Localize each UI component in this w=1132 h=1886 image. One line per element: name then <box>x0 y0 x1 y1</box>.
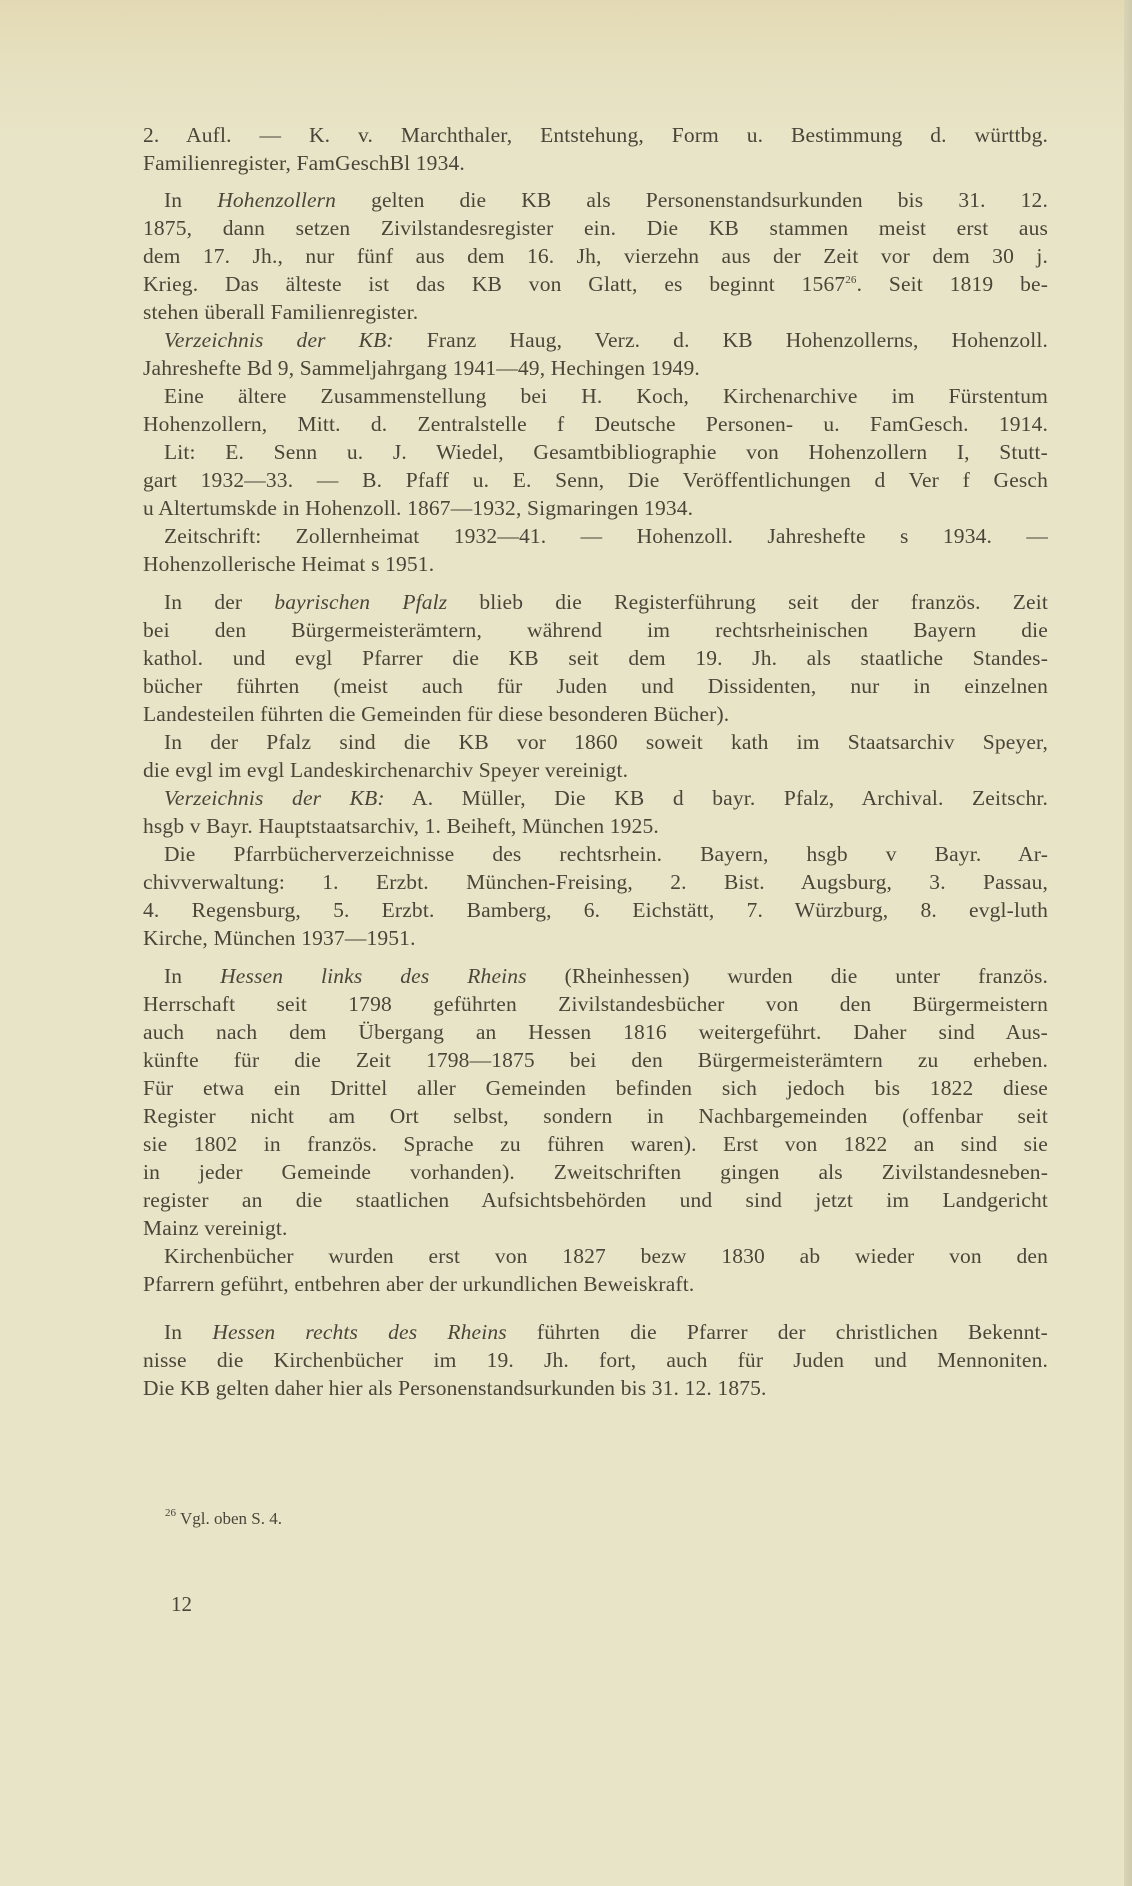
page-edge-shadow <box>1124 0 1132 1886</box>
text-line <box>143 122 1048 148</box>
text-line <box>143 617 1048 643</box>
line-text: Herrschaft seit 1798 geführten Zivilstandesbücher von den Bürgermeistern <box>143 992 1048 1016</box>
line-text: die evgl im evgl Landeskirchenarchiv Speyer vereinigt. <box>143 758 629 782</box>
footnote-marker: 26 <box>165 1507 176 1519</box>
italic-term: Hessen rechts des Rheins <box>212 1320 507 1344</box>
line-text: Die KB gelten daher hier als Personenstandsurkunden bis 31. 12. 1875. <box>143 1376 767 1400</box>
line-text: Register nicht am Ort selbst, sondern in Nachbargemeinden (offenbar seit <box>143 1104 1048 1128</box>
line-text: Mainz vereinigt. <box>143 1216 288 1240</box>
text-line <box>143 495 1048 521</box>
line-text: führten die Pfarrer der christlichen Bekennt- <box>506 1320 1048 1344</box>
text-line <box>164 729 1048 755</box>
italic-term: Hessen links des Rheins <box>220 964 527 988</box>
line-text: in jeder Gemeinde vorhanden). Zweitschriften gingen als Zivilstandesneben- <box>143 1160 1048 1184</box>
text-line <box>143 551 1048 577</box>
line-text: Jahreshefte Bd 9, Sammeljahrgang 1941—49, Hechingen 1949. <box>143 356 700 380</box>
text-line <box>143 757 1048 783</box>
line-text: blieb die Registerführung seit der französ. Zeit <box>447 590 1048 614</box>
line-text: auch nach dem Übergang an Hessen 1816 weitergeführt. Daher sind Aus- <box>143 1020 1048 1044</box>
italic-term: Verzeichnis der KB: <box>164 786 385 810</box>
text-line <box>143 991 1048 1017</box>
line-text: In <box>164 964 221 988</box>
line-text: Kirchenbücher wurden erst von 1827 bezw 1830 ab wieder von den <box>164 1244 1048 1268</box>
italic-term: Hohenzollern <box>217 188 337 212</box>
text-line <box>143 243 1048 269</box>
line-text: Kirche, München 1937—1951. <box>143 926 416 950</box>
text-line <box>143 813 1048 839</box>
line-text: (Rheinhessen) wurden die unter französ. <box>526 964 1048 988</box>
line-text: 4. Regensburg, 5. Erzbt. Bamberg, 6. Eichstätt, 7. Würzburg, 8. evgl-luth <box>143 898 1048 922</box>
line-text: hsgb v Bayr. Hauptstaatsarchiv, 1. Beiheft, München 1925. <box>143 814 659 838</box>
line-text: gart 1932—33. — B. Pfaff u. E. Senn, Die Veröffentlichungen d Ver f Gesch <box>143 468 1048 492</box>
line-text: sie 1802 in französ. Sprache zu führen waren). Erst von 1822 an sind sie <box>143 1132 1048 1156</box>
line-text: Eine ältere Zusammenstellung bei H. Koch, Kirchenarchive im Fürstentum <box>164 384 1048 408</box>
line-text: bei den Bürgermeisterämtern, während im rechtsrheinischen Bayern die <box>143 618 1048 642</box>
line-text: 1875, dann setzen Zivilstandesregister ein. Die KB stammen meist erst aus <box>143 216 1048 240</box>
line-text: dem 17. Jh., nur fünf aus dem 16. Jh, vierzehn aus der Zeit vor dem 30 j. <box>143 244 1048 268</box>
text-line <box>164 327 1048 353</box>
line-text: A. Müller, Die KB d bayr. Pfalz, Archival. Zeitschr. <box>384 786 1048 810</box>
text-line <box>143 299 1048 325</box>
text-line <box>143 1271 1048 1297</box>
text-line <box>164 383 1048 409</box>
line-text: Familienregister, FamGeschBl 1934. <box>143 151 465 175</box>
line-text: u Altertumskde in Hohenzoll. 1867—1932, Sigmaringen 1934. <box>143 496 694 520</box>
line-text: Zeitschrift: Zollernheimat 1932—41. — Hohenzoll. Jahreshefte s 1934. — <box>164 524 1048 548</box>
line-text: künfte für die Zeit 1798—1875 bei den Bürgermeisterämtern zu erheben. <box>143 1048 1048 1072</box>
line-text: In der <box>164 590 275 614</box>
text-line <box>143 215 1048 241</box>
line-text: Für etwa ein Drittel aller Gemeinden befinden sich jedoch bis 1822 diese <box>143 1076 1048 1100</box>
line-text: Die Pfarrbücherverzeichnisse des rechtsrhein. Bayern, hsgb v Bayr. Ar- <box>164 842 1048 866</box>
text-line <box>164 785 1048 811</box>
text-line <box>143 1075 1048 1101</box>
text-line <box>143 355 1048 381</box>
line-text: Landesteilen führten die Gemeinden für diese besonderen Bücher). <box>143 702 730 726</box>
text-line <box>143 673 1048 699</box>
text-line <box>143 1103 1048 1129</box>
text-line <box>143 150 1048 176</box>
text-line <box>143 1047 1048 1073</box>
text-line <box>164 1319 1048 1345</box>
text-line <box>164 1243 1048 1269</box>
text-line <box>164 963 1048 989</box>
text-line <box>143 701 1048 727</box>
text-line <box>164 841 1048 867</box>
line-text: bücher führten (meist auch für Juden und Dissidenten, nur in einzelnen <box>143 674 1048 698</box>
text-line <box>164 589 1048 615</box>
line-text: 2. Aufl. — K. v. Marchthaler, Entstehung, Form u. Bestimmung d. württbg. <box>143 123 1048 147</box>
line-text: In <box>164 188 218 212</box>
line-text: register an die staatlichen Aufsichtsbehörden und sind jetzt im Landgericht <box>143 1188 1048 1212</box>
footnote-text: Vgl. oben S. 4. <box>176 1509 282 1528</box>
text-line <box>143 925 1048 951</box>
line-text: In der Pfalz sind die KB vor 1860 soweit kath im Staatsarchiv Speyer, <box>164 730 1048 754</box>
italic-term: bayrischen Pfalz <box>274 590 448 614</box>
text-line <box>143 1347 1048 1373</box>
line-text: kathol. und evgl Pfarrer die KB seit dem 19. Jh. als staatliche Standes- <box>143 646 1048 670</box>
line-text: chivverwaltung: 1. Erzbt. München-Freising, 2. Bist. Augsburg, 3. Passau, <box>143 870 1048 894</box>
text-line <box>164 187 1048 213</box>
text-line <box>164 439 1048 465</box>
text-line <box>143 897 1048 923</box>
text-line <box>143 645 1048 671</box>
line-text: Krieg. Das älteste ist das KB von Glatt, es beginnt 1567 <box>143 272 846 296</box>
text-line <box>143 1019 1048 1045</box>
line-text: . Seit 1819 be- <box>856 272 1048 296</box>
page-number: 12 <box>171 1592 192 1616</box>
text-line <box>143 1131 1048 1157</box>
line-text: Franz Haug, Verz. d. KB Hohenzollerns, Hohenzoll. <box>393 328 1048 352</box>
line-text: stehen überall Familienregister. <box>143 300 419 324</box>
line-text: Hohenzollerische Heimat s 1951. <box>143 552 435 576</box>
footnote-reference: 26 <box>845 274 857 286</box>
text-line <box>143 1215 1048 1241</box>
line-text: Lit: E. Senn u. J. Wiedel, Gesamtbibliographie von Hohenzollern I, Stutt- <box>164 440 1048 464</box>
text-line <box>143 1159 1048 1185</box>
text-line <box>143 1375 1048 1401</box>
text-line <box>143 467 1048 493</box>
text-line <box>164 523 1048 549</box>
text-line <box>143 869 1048 895</box>
line-text: In <box>164 1320 213 1344</box>
line-text: Pfarrern geführt, entbehren aber der urkundlichen Beweiskraft. <box>143 1272 695 1296</box>
text-line <box>143 411 1048 437</box>
italic-term: Verzeichnis der KB: <box>164 328 394 352</box>
line-text: nisse die Kirchenbücher im 19. Jh. fort, auch für Juden und Mennoniten. <box>143 1348 1048 1372</box>
text-line <box>143 271 1048 297</box>
line-text: Hohenzollern, Mitt. d. Zentralstelle f Deutsche Personen- u. FamGesch. 1914. <box>143 412 1048 436</box>
footnote <box>165 1508 282 1530</box>
text-line <box>143 1187 1048 1213</box>
line-text: gelten die KB als Personenstandsurkunden bis 31. 12. <box>336 188 1048 212</box>
